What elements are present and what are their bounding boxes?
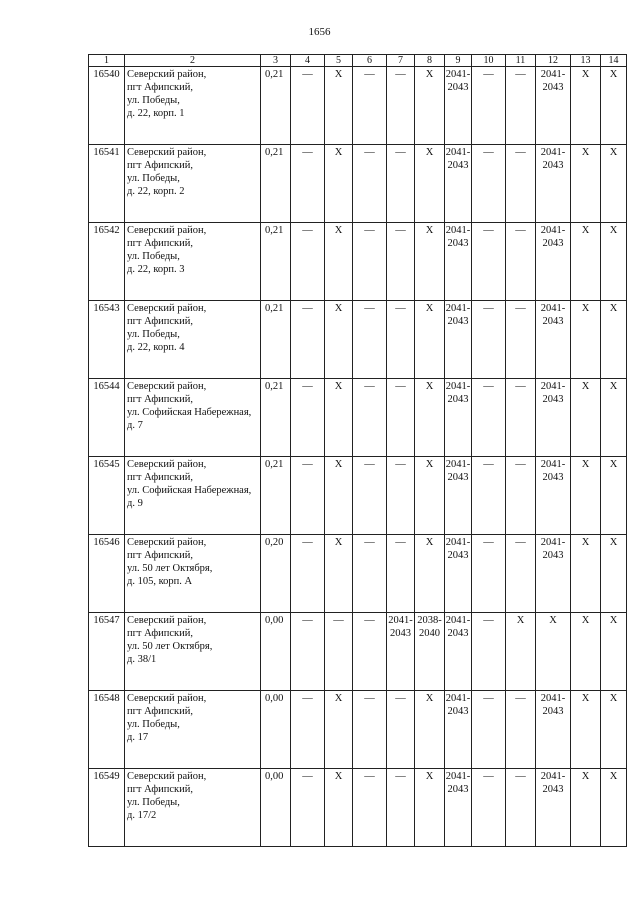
column-header-4: 4 <box>291 55 325 67</box>
cell-c14: X <box>601 769 627 847</box>
cell-c5: — <box>325 613 353 691</box>
cell-line: д. 22, корп. 3 <box>127 264 185 275</box>
cell-line: 2043 <box>447 394 469 405</box>
column-header-12: 12 <box>536 55 571 67</box>
cell-line: 2041- <box>445 303 471 314</box>
column-header-5: 5 <box>325 55 353 67</box>
cell-c6: — <box>353 535 387 613</box>
cell-line: д. 105, корп. А <box>127 576 193 587</box>
cell-c10: — <box>472 535 506 613</box>
cell-c3: 0,21 <box>261 67 291 145</box>
cell-line: 2043 <box>447 550 469 561</box>
cell-c7: — <box>387 535 415 613</box>
cell-line: 2043 <box>542 784 564 795</box>
cell-line: 2043 <box>542 706 564 717</box>
cell-line: 2041- <box>388 615 413 626</box>
cell-line: пгт Афипский, <box>127 160 193 171</box>
cell-c11: — <box>506 145 536 223</box>
address-cell <box>125 145 261 223</box>
cell-c3: 0,00 <box>261 613 291 691</box>
cell-line: д. 22, корп. 4 <box>127 342 185 353</box>
cell-c6: — <box>353 67 387 145</box>
cell-c5: X <box>325 691 353 769</box>
address-cell <box>125 457 261 535</box>
cell-c6: — <box>353 691 387 769</box>
cell-line: 2043 <box>447 784 469 795</box>
table-row <box>89 223 627 301</box>
address-cell <box>125 379 261 457</box>
row-number: 16547 <box>89 613 125 691</box>
data-table <box>88 54 627 847</box>
row-number: 16543 <box>89 301 125 379</box>
cell-line: д. 22, корп. 2 <box>127 186 185 197</box>
cell-c3: 0,21 <box>261 457 291 535</box>
cell-line: 2041- <box>540 693 566 704</box>
cell-c4: — <box>291 613 325 691</box>
cell-c13: X <box>571 535 601 613</box>
column-header-10: 10 <box>472 55 506 67</box>
cell-c12 <box>536 769 571 847</box>
cell-c10: — <box>472 67 506 145</box>
page-number: 1656 <box>308 26 331 38</box>
cell-c7: — <box>387 379 415 457</box>
cell-c5: X <box>325 535 353 613</box>
cell-line: Северский район, <box>127 537 207 548</box>
cell-line: пгт Афипский, <box>127 628 193 639</box>
cell-line: 2043 <box>390 628 411 639</box>
cell-c4: — <box>291 145 325 223</box>
table-row <box>89 691 627 769</box>
cell-c8: X <box>415 301 445 379</box>
cell-line: 2043 <box>447 316 469 327</box>
cell-line: 2041- <box>540 459 566 470</box>
cell-line: 2041- <box>445 615 471 626</box>
cell-c3: 0,20 <box>261 535 291 613</box>
cell-c7: — <box>387 769 415 847</box>
cell-c9 <box>445 301 472 379</box>
cell-c8: X <box>415 223 445 301</box>
cell-line: 2041- <box>540 381 566 392</box>
cell-c10: — <box>472 691 506 769</box>
cell-c4: — <box>291 535 325 613</box>
cell-line: д. 38/1 <box>127 654 157 665</box>
cell-c14: X <box>601 145 627 223</box>
row-number: 16540 <box>89 67 125 145</box>
cell-line: ул. Победы, <box>127 719 180 730</box>
cell-c8: X <box>415 535 445 613</box>
cell-line: 2043 <box>542 316 564 327</box>
table-row <box>89 379 627 457</box>
cell-c14: X <box>601 379 627 457</box>
cell-line: ул. Победы, <box>127 251 180 262</box>
cell-c8: X <box>415 67 445 145</box>
cell-line: 2043 <box>447 238 469 249</box>
cell-line: ул. Победы, <box>127 173 180 184</box>
cell-line: ул. Победы, <box>127 95 180 106</box>
cell-line: 2041- <box>540 537 566 548</box>
cell-c6: — <box>353 769 387 847</box>
table-row <box>89 613 627 691</box>
cell-line: 2041- <box>540 147 566 158</box>
cell-line: 2043 <box>542 238 564 249</box>
cell-c7: — <box>387 457 415 535</box>
cell-line: ул. Победы, <box>127 329 180 340</box>
cell-c4: — <box>291 67 325 145</box>
cell-c13: X <box>571 145 601 223</box>
cell-c8 <box>415 613 445 691</box>
row-number: 16542 <box>89 223 125 301</box>
row-number: 16545 <box>89 457 125 535</box>
cell-c12 <box>536 457 571 535</box>
cell-line: д. 7 <box>127 420 143 431</box>
cell-c3: 0,00 <box>261 769 291 847</box>
cell-line: пгт Афипский, <box>127 238 193 249</box>
cell-c3: 0,21 <box>261 145 291 223</box>
column-header-6: 6 <box>353 55 387 67</box>
cell-c12 <box>536 301 571 379</box>
cell-c13: X <box>571 67 601 145</box>
cell-line: ул. Софийская Набережная, <box>127 407 252 418</box>
cell-c10: — <box>472 145 506 223</box>
cell-c10: — <box>472 613 506 691</box>
cell-line: 2041- <box>445 225 471 236</box>
cell-c13: X <box>571 691 601 769</box>
cell-c5: X <box>325 379 353 457</box>
cell-line: Северский район, <box>127 459 207 470</box>
cell-line: д. 17/2 <box>127 810 157 821</box>
cell-line: 2041- <box>445 537 471 548</box>
cell-line: пгт Афипский, <box>127 82 193 93</box>
cell-c5: X <box>325 301 353 379</box>
cell-c11: — <box>506 535 536 613</box>
cell-line: 2041- <box>445 771 471 782</box>
cell-c6: — <box>353 223 387 301</box>
cell-c6: — <box>353 457 387 535</box>
cell-c9 <box>445 379 472 457</box>
column-header-7: 7 <box>387 55 415 67</box>
cell-line: 2040 <box>419 628 440 639</box>
cell-c7 <box>387 613 415 691</box>
cell-c6: — <box>353 301 387 379</box>
cell-c9 <box>445 691 472 769</box>
cell-line: 2043 <box>542 550 564 561</box>
cell-c8: X <box>415 769 445 847</box>
cell-line: ул. 50 лет Октября, <box>127 641 213 652</box>
cell-line: 2041- <box>445 69 471 80</box>
table-row <box>89 145 627 223</box>
cell-line: Северский район, <box>127 615 207 626</box>
cell-line: 2043 <box>542 82 564 93</box>
table-row <box>89 301 627 379</box>
row-number: 16544 <box>89 379 125 457</box>
cell-c12 <box>536 67 571 145</box>
cell-line: 2041- <box>540 69 566 80</box>
row-number: 16541 <box>89 145 125 223</box>
cell-c10: — <box>472 457 506 535</box>
cell-line: д. 9 <box>127 498 143 509</box>
column-header-11: 11 <box>506 55 536 67</box>
column-header-2: 2 <box>125 55 261 67</box>
cell-line: ул. Софийская Набережная, <box>127 485 252 496</box>
cell-c9 <box>445 457 472 535</box>
cell-c8: X <box>415 379 445 457</box>
cell-c13: X <box>571 457 601 535</box>
cell-c10: — <box>472 223 506 301</box>
cell-c4: — <box>291 457 325 535</box>
cell-c14: X <box>601 535 627 613</box>
cell-line: пгт Афипский, <box>127 550 193 561</box>
table-row <box>89 457 627 535</box>
cell-c3: 0,21 <box>261 301 291 379</box>
column-header-8: 8 <box>415 55 445 67</box>
cell-line: 2043 <box>447 82 469 93</box>
cell-c11: — <box>506 223 536 301</box>
cell-c5: X <box>325 457 353 535</box>
cell-line: пгт Афипский, <box>127 472 193 483</box>
cell-c10: — <box>472 301 506 379</box>
cell-line: 2041- <box>540 771 566 782</box>
address-cell <box>125 613 261 691</box>
cell-line: Северский район, <box>127 69 207 80</box>
cell-c13: X <box>571 301 601 379</box>
cell-line: Северский район, <box>127 147 207 158</box>
table-row <box>89 67 627 145</box>
cell-c14: X <box>601 457 627 535</box>
cell-c8: X <box>415 691 445 769</box>
cell-line: пгт Афипский, <box>127 316 193 327</box>
cell-c9 <box>445 145 472 223</box>
cell-c3: 0,21 <box>261 379 291 457</box>
cell-c6: — <box>353 379 387 457</box>
cell-c14: X <box>601 301 627 379</box>
cell-c10: — <box>472 769 506 847</box>
column-header-9: 9 <box>445 55 472 67</box>
cell-line: 2043 <box>447 160 469 171</box>
cell-c14: X <box>601 613 627 691</box>
cell-line: ул. Победы, <box>127 797 180 808</box>
cell-line: 2041- <box>540 303 566 314</box>
cell-c12 <box>536 145 571 223</box>
cell-c5: X <box>325 145 353 223</box>
cell-line: Северский район, <box>127 381 207 392</box>
cell-c7: — <box>387 691 415 769</box>
cell-c11: — <box>506 67 536 145</box>
cell-c11: — <box>506 457 536 535</box>
cell-line: 2043 <box>542 160 564 171</box>
address-cell <box>125 691 261 769</box>
cell-c12 <box>536 379 571 457</box>
cell-line: Северский район, <box>127 693 207 704</box>
cell-line: 2038- <box>417 615 442 626</box>
table-body <box>89 67 627 847</box>
column-header-13: 13 <box>571 55 601 67</box>
cell-c4: — <box>291 301 325 379</box>
cell-line: ул. 50 лет Октября, <box>127 563 213 574</box>
cell-c11: — <box>506 379 536 457</box>
cell-c12 <box>536 691 571 769</box>
cell-line: Северский район, <box>127 225 207 236</box>
cell-line: 2041- <box>445 381 471 392</box>
cell-c5: X <box>325 67 353 145</box>
cell-line: Северский район, <box>127 771 207 782</box>
cell-c11: — <box>506 301 536 379</box>
cell-c7: — <box>387 223 415 301</box>
cell-c14: X <box>601 223 627 301</box>
cell-c6: — <box>353 145 387 223</box>
cell-c12 <box>536 535 571 613</box>
cell-c13: X <box>571 613 601 691</box>
cell-c7: — <box>387 67 415 145</box>
cell-c6: — <box>353 613 387 691</box>
row-number: 16548 <box>89 691 125 769</box>
cell-c9 <box>445 67 472 145</box>
cell-c8: X <box>415 457 445 535</box>
cell-c7: — <box>387 301 415 379</box>
cell-line: 2043 <box>447 628 469 639</box>
cell-c10: — <box>472 379 506 457</box>
cell-line: д. 22, корп. 1 <box>127 108 185 119</box>
cell-c11: — <box>506 691 536 769</box>
column-header-1: 1 <box>89 55 125 67</box>
cell-line: 2041- <box>540 225 566 236</box>
cell-c8: X <box>415 145 445 223</box>
cell-c9 <box>445 769 472 847</box>
cell-line: 2043 <box>542 472 564 483</box>
address-cell <box>125 301 261 379</box>
cell-c7: — <box>387 145 415 223</box>
cell-c13: X <box>571 379 601 457</box>
cell-line: 2041- <box>445 693 471 704</box>
cell-line: Северский район, <box>127 303 207 314</box>
cell-line: пгт Афипский, <box>127 784 193 795</box>
cell-c11: X <box>506 613 536 691</box>
cell-c4: — <box>291 691 325 769</box>
address-cell <box>125 535 261 613</box>
address-cell <box>125 223 261 301</box>
cell-line: 2043 <box>447 472 469 483</box>
cell-line: д. 17 <box>127 732 149 743</box>
cell-line: 2043 <box>542 394 564 405</box>
column-header-3: 3 <box>261 55 291 67</box>
cell-c3: 0,00 <box>261 691 291 769</box>
cell-c13: X <box>571 223 601 301</box>
table-row <box>89 769 627 847</box>
cell-c14: X <box>601 691 627 769</box>
cell-c11: — <box>506 769 536 847</box>
cell-c5: X <box>325 769 353 847</box>
cell-c9 <box>445 535 472 613</box>
cell-c4: — <box>291 223 325 301</box>
cell-line: 2041- <box>445 459 471 470</box>
cell-line: 2043 <box>447 706 469 717</box>
cell-c3: 0,21 <box>261 223 291 301</box>
cell-c12: X <box>536 613 571 691</box>
cell-c4: — <box>291 769 325 847</box>
cell-c5: X <box>325 223 353 301</box>
cell-c13: X <box>571 769 601 847</box>
cell-c9 <box>445 613 472 691</box>
cell-c14: X <box>601 67 627 145</box>
cell-c12 <box>536 223 571 301</box>
address-cell <box>125 67 261 145</box>
row-number: 16546 <box>89 535 125 613</box>
address-cell <box>125 769 261 847</box>
row-number: 16549 <box>89 769 125 847</box>
header-row <box>89 55 627 67</box>
table-row <box>89 535 627 613</box>
column-header-14: 14 <box>601 55 627 67</box>
cell-line: 2041- <box>445 147 471 158</box>
cell-c9 <box>445 223 472 301</box>
cell-line: пгт Афипский, <box>127 706 193 717</box>
cell-line: пгт Афипский, <box>127 394 193 405</box>
cell-c4: — <box>291 379 325 457</box>
